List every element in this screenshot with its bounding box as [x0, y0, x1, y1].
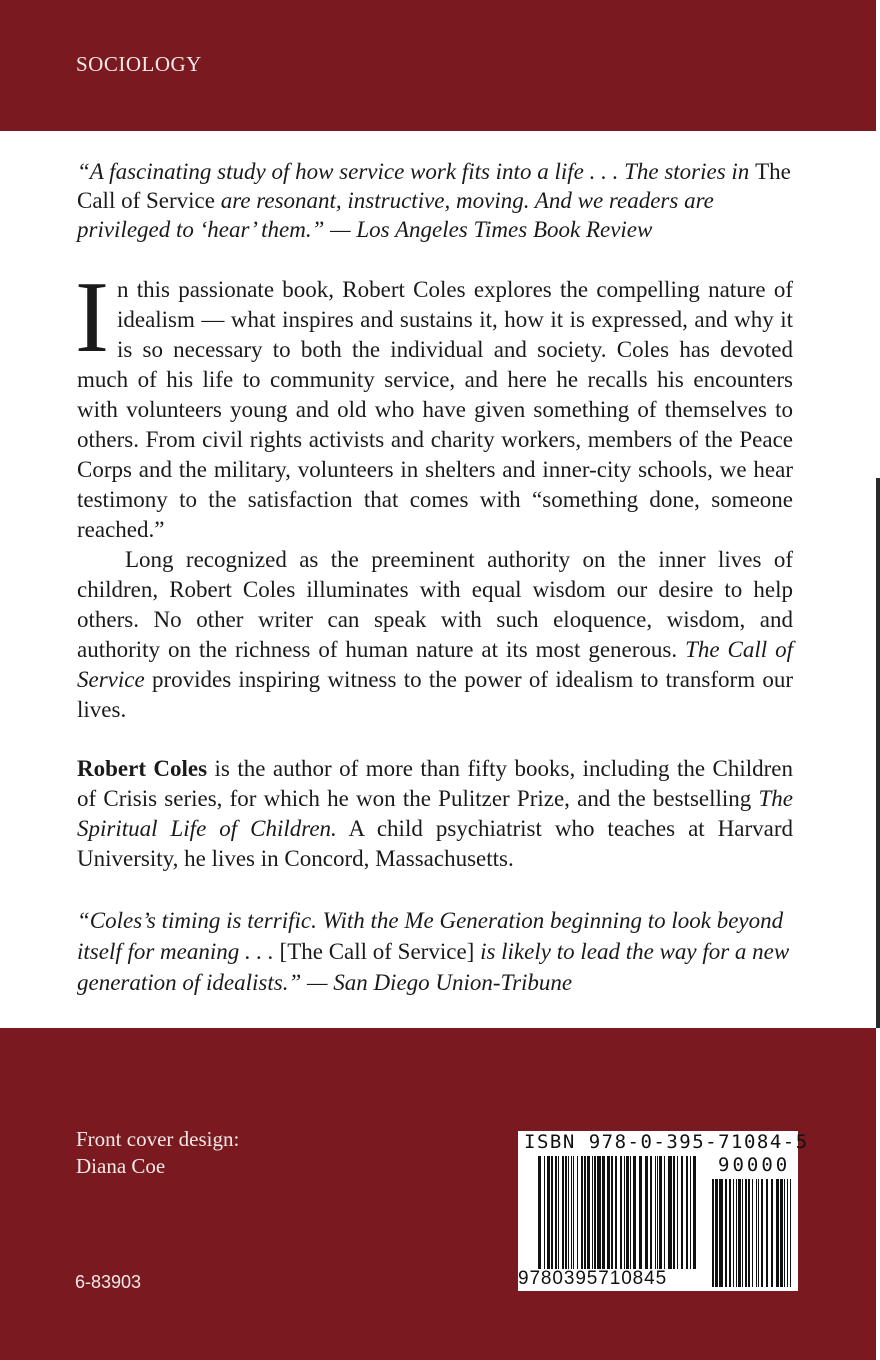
book-description [75, 261, 793, 725]
barcode-bar [573, 1156, 574, 1269]
barcode-bar [780, 1179, 783, 1287]
quote-bottom-title: [The Call of Service] [279, 939, 475, 964]
barcode-bar [752, 1179, 753, 1287]
barcode-bar [787, 1179, 788, 1287]
barcode-bar [650, 1156, 652, 1269]
barcode-bar [538, 1156, 541, 1269]
isbn-text: ISBN 978-0-395-71084-5 [524, 1131, 809, 1153]
ean-bars [538, 1156, 696, 1269]
bio-text2: A child psychiatrist who teaches at Harvard University, he lives in Concord, Massachusetts. [77, 816, 794, 871]
quote-top-source: — Los Angeles Times Book Review [330, 217, 653, 242]
barcode-bar [686, 1156, 688, 1269]
barcode-bar [597, 1156, 601, 1269]
barcode-bar [584, 1156, 586, 1269]
description-para2 [77, 545, 793, 725]
barcode-bar [756, 1179, 757, 1287]
barcode-bar [592, 1156, 593, 1269]
barcode-bar [790, 1179, 791, 1287]
review-quote-top [77, 157, 793, 244]
barcode-bar [712, 1179, 714, 1287]
barcode-bar [633, 1156, 636, 1269]
barcode-bar [725, 1179, 727, 1287]
quote-bottom-part1: “Coles’s timing is terrific. With the Me Generation beginning to look beyond itself for meaning . . . [77, 908, 784, 964]
barcode-bar [558, 1156, 559, 1269]
drop-cap: I [75, 261, 109, 374]
barcode-bar [630, 1156, 631, 1269]
author-name: Robert Coles [77, 756, 208, 781]
barcode-bar [645, 1156, 648, 1269]
review-quote-bottom [77, 905, 793, 998]
barcode-bar [565, 1156, 567, 1269]
credit-line1: Front cover design: [76, 1127, 240, 1151]
barcode-bar [668, 1156, 672, 1269]
barcode-bar [577, 1156, 578, 1269]
para2-start: Long recognized as the preeminent authority on the inner lives of children, Robert Coles illuminates with equal wisdom our desire to help others. No other writer can speak with such eloquence, wisdom, and authority on the richness of human nature at its most generous. [77, 547, 793, 662]
barcode-bar [544, 1156, 545, 1269]
barcode-bar [581, 1156, 583, 1269]
barcode-bar [562, 1156, 564, 1269]
barcode-bar [594, 1156, 596, 1269]
barcode-bar [736, 1179, 737, 1287]
ean-digits: 9780395710845 [518, 1268, 668, 1289]
description-para1 [75, 261, 793, 545]
barcode-bar [761, 1179, 763, 1287]
quote-bottom-source: — San Diego Union-Tribune [307, 970, 573, 995]
barcode-bar [771, 1179, 773, 1287]
credit-line2: Diana Coe [76, 1154, 166, 1178]
isbn-barcode [518, 1131, 809, 1291]
barcode-bar [776, 1179, 779, 1287]
barcode-bar [568, 1156, 569, 1269]
quote-top-part1: “A fascinating study of how service work fits into a life . . . The stories in [77, 159, 756, 184]
addon-bars [712, 1179, 791, 1287]
barcode-bar [693, 1156, 696, 1269]
quote-bottom-part2: is likely to lead the way for a new generation of idealists.” [77, 939, 790, 995]
barcode-bar [657, 1156, 658, 1269]
barcode-bar [624, 1156, 625, 1269]
barcode-bar [742, 1179, 743, 1287]
barcode-bar [664, 1156, 665, 1269]
barcode-bar [733, 1179, 734, 1287]
barcode-bar [607, 1156, 610, 1269]
barcode-bar [673, 1156, 675, 1269]
cover-credit [76, 1126, 239, 1180]
bio-book: The Spiritual Life of Children. [77, 786, 793, 841]
barcode-bar [677, 1156, 678, 1269]
barcode-bar [748, 1179, 750, 1287]
barcode-bar [745, 1179, 747, 1287]
barcode-bar [551, 1156, 553, 1269]
barcode-bar [571, 1156, 572, 1269]
barcode-bar [729, 1179, 731, 1287]
barcode-bar [784, 1179, 785, 1287]
author-bio [77, 754, 793, 874]
barcode-bar [555, 1156, 557, 1269]
barcode-bar [690, 1156, 691, 1269]
barcode-bar [758, 1179, 759, 1287]
quote-top-part2: are resonant, instructive, moving. And we readers are privileged to ‘hear’ them.” [77, 188, 714, 242]
barcode-bar [681, 1156, 683, 1269]
addon-digits: 90000 [718, 1154, 791, 1176]
para1-text: n this passionate book, Robert Coles explores the compelling nature of idealism — what inspires and sustains it, how it is expressed, and why it is so necessary to both the individual and society. Coles has devoted much of his life to community service, and here he recalls his encounters with volunteers young and old who have given something of themselves to others. From civil rights activists and charity workers, members of the Peace Corps and the military, volunteers in shelters and inner-city schools, we hear testimony to the satisfaction that comes with “something done, someone reached.” [77, 277, 793, 542]
barcode-bar [587, 1156, 590, 1269]
barcode-bar [639, 1156, 642, 1269]
para2-title: The Call of Service [77, 637, 793, 692]
bio-text1: is the author of more than fifty books, including the Children of Crisis series, for which he won the Pulitzer Prize, and the bestselling [77, 756, 793, 811]
barcode-bar [659, 1156, 662, 1269]
barcode-bar [602, 1156, 605, 1269]
page-edge-shadow [876, 478, 880, 1070]
barcode-bar [719, 1179, 723, 1287]
barcode-bar [738, 1179, 741, 1287]
barcode-bar [615, 1156, 617, 1269]
top-edge [876, 0, 880, 131]
product-code: 6-83903 [75, 1272, 142, 1292]
barcode-bar [611, 1156, 613, 1269]
barcode-bar [766, 1179, 768, 1287]
bottom-edge [876, 1028, 880, 1360]
barcode-bar [715, 1179, 718, 1287]
quote-top-title: The Call of Service [77, 159, 791, 213]
barcode-bar [626, 1156, 629, 1269]
barcode-bar [655, 1156, 656, 1269]
barcode-bar [620, 1156, 622, 1269]
barcode-bar [547, 1156, 550, 1269]
category-label: SOCIOLOGY [76, 52, 202, 76]
para2-end: provides inspiring witness to the power of idealism to transform our lives. [77, 667, 793, 722]
